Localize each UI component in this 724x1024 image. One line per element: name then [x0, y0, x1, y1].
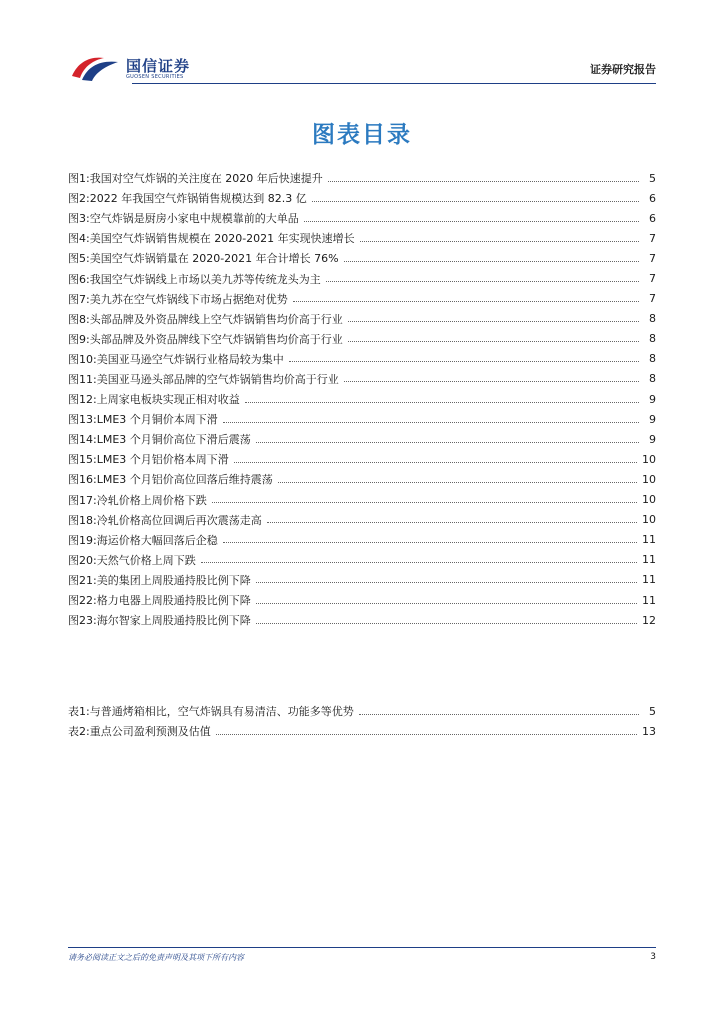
toc-entry-title: 2022 年我国空气炸锅销售规模达到 82.3 亿 — [89, 192, 307, 206]
toc-entry-title: 与普通烤箱相比，空气炸锅具有易清洁、功能多等优势 — [89, 705, 354, 719]
toc-entry-page: 9 — [649, 392, 656, 406]
toc-entry-page: 7 — [649, 231, 656, 245]
document-type: 证券研究报告 — [590, 63, 656, 76]
toc-entry-title: 美国空气炸锅销售规模在 2020-2021 年实现快速增长 — [89, 232, 355, 246]
toc-entry-page: 9 — [649, 412, 656, 426]
toc-leader — [201, 562, 637, 563]
toc-leader — [289, 361, 639, 362]
toc-entry-title: 美国亚马逊空气炸锅行业格局较为集中 — [96, 352, 284, 366]
toc-entry-page: 8 — [649, 312, 656, 326]
toc-entry[interactable] — [68, 369, 656, 389]
toc-entry-page: 5 — [649, 171, 656, 185]
figure-list — [68, 168, 656, 630]
toc-entry-title: 我国对空气炸锅的关注度在 2020 年后快速提升 — [89, 172, 323, 186]
toc-entry[interactable] — [68, 168, 656, 188]
toc-entry-page: 11 — [642, 573, 656, 587]
toc-entry-page: 10 — [642, 452, 656, 466]
toc-entry[interactable] — [68, 449, 656, 469]
toc-leader — [267, 522, 637, 523]
toc-entry-label: 图7: — [68, 292, 90, 306]
toc-entry[interactable] — [68, 248, 656, 268]
toc-entry-title: 海运价格大幅回落后企稳 — [96, 533, 218, 547]
toc-leader — [256, 623, 637, 624]
toc-entry-label: 图16: — [68, 473, 97, 487]
toc-entry-label: 图10: — [68, 352, 97, 366]
toc-entry-page: 8 — [649, 372, 656, 386]
toc-entry-label: 图23: — [68, 614, 97, 628]
toc-entry-title: 重点公司盈利预测及估值 — [89, 725, 211, 739]
table-list — [68, 701, 656, 741]
toc-leader — [256, 442, 639, 443]
toc-leader — [328, 181, 639, 182]
toc-entry-title: 美国亚马逊头部品牌的空气炸锅销售均价高于行业 — [96, 372, 339, 386]
toc-entry-label: 图8: — [68, 312, 90, 326]
disclaimer: 请务必阅读正文之后的免责声明及其项下所有内容 — [68, 953, 244, 962]
toc-leader — [348, 341, 639, 342]
toc-entry-page: 7 — [649, 292, 656, 306]
toc-entry[interactable] — [68, 610, 656, 630]
toc-entry-title: 美九苏在空气炸锅线下市场占据绝对优势 — [89, 292, 288, 306]
toc-entry-label: 图1: — [68, 172, 90, 186]
toc-entry-page: 7 — [649, 251, 656, 265]
toc-entry[interactable] — [68, 409, 656, 429]
toc-entry-label: 图18: — [68, 513, 97, 527]
toc-entry-page: 10 — [642, 513, 656, 527]
toc-leader — [256, 582, 637, 583]
toc-entry[interactable] — [68, 701, 656, 721]
logo-subtext: GUOSEN SECURITIES — [126, 74, 184, 80]
toc-entry-page: 11 — [642, 553, 656, 567]
toc-entry[interactable] — [68, 329, 656, 349]
toc-entry-title: 格力电器上周股通持股比例下降 — [96, 594, 251, 608]
toc-leader — [234, 462, 637, 463]
logo-text: 国信证券 — [126, 57, 191, 75]
toc-leader — [293, 301, 639, 302]
toc-entry[interactable] — [68, 349, 656, 369]
toc-entry-page: 10 — [642, 493, 656, 507]
toc-entry-page: 12 — [642, 613, 656, 627]
toc-entry-title: LME3 个月铝价格本周下滑 — [96, 453, 229, 467]
toc-entry-label: 图4: — [68, 232, 90, 246]
toc-entry[interactable] — [68, 490, 656, 510]
toc-entry-title: 空气炸锅是厨房小家电中规模靠前的大单品 — [89, 212, 299, 226]
toc-entry-page: 8 — [649, 352, 656, 366]
toc-entry-title: 美国空气炸锅销量在 2020-2021 年合计增长 76% — [89, 252, 339, 266]
toc-entry[interactable] — [68, 389, 656, 409]
toc-entry-label: 图17: — [68, 493, 97, 507]
toc-leader — [245, 402, 639, 403]
toc-entry-label: 表2: — [68, 725, 90, 739]
toc-entry[interactable] — [68, 289, 656, 309]
toc-leader — [348, 321, 639, 322]
toc-leader — [216, 734, 637, 735]
toc-entry-page: 11 — [642, 533, 656, 547]
guosen-logo-icon — [70, 54, 120, 82]
toc-entry-title: 冷轧价格高位回调后再次震荡走高 — [96, 513, 262, 527]
page-header — [68, 52, 656, 84]
toc-entry-title: 我国空气炸锅线上市场以美九苏等传统龙头为主 — [89, 272, 321, 286]
toc-entry-title: 美的集团上周股通持股比例下降 — [96, 573, 251, 587]
toc-leader — [212, 502, 637, 503]
toc-entry-title: 头部品牌及外资品牌线下空气炸锅销售均价高于行业 — [89, 332, 343, 346]
page-number: 3 — [650, 952, 656, 962]
toc-entry-page: 6 — [649, 211, 656, 225]
toc-leader — [344, 381, 639, 382]
toc-entry[interactable] — [68, 228, 656, 248]
toc-entry-page: 9 — [649, 432, 656, 446]
toc-entry[interactable] — [68, 429, 656, 449]
toc-entry-page: 6 — [649, 191, 656, 205]
toc-entry-label: 图12: — [68, 393, 97, 407]
toc-entry[interactable] — [68, 188, 656, 208]
toc-entry[interactable] — [68, 590, 656, 610]
toc-entry-page: 7 — [649, 272, 656, 286]
toc-entry-page: 8 — [649, 332, 656, 346]
toc-entry-title: LME3 个月铜价高位下滑后震荡 — [96, 433, 251, 447]
toc-leader — [256, 603, 637, 604]
toc-entry-page: 5 — [649, 704, 656, 718]
page-title: 图表目录 — [312, 122, 412, 148]
toc-entry-page: 10 — [642, 472, 656, 486]
toc-entry-label: 图6: — [68, 272, 90, 286]
toc-entry-label: 图2: — [68, 192, 90, 206]
toc-leader — [304, 221, 639, 222]
toc-leader — [312, 201, 639, 202]
toc-entry-label: 图15: — [68, 453, 97, 467]
toc-entry[interactable] — [68, 510, 656, 530]
toc-entry[interactable] — [68, 208, 656, 228]
toc-leader — [359, 714, 639, 715]
toc-entry[interactable] — [68, 268, 656, 288]
toc-leader — [344, 261, 639, 262]
toc-entry-title: 上周家电板块实现正相对收益 — [96, 393, 240, 407]
toc-leader — [223, 542, 637, 543]
toc-entry-title: 天然气价格上周下跌 — [96, 553, 196, 567]
toc-entry[interactable] — [68, 550, 656, 570]
toc-entry-page: 11 — [642, 593, 656, 607]
toc-entry-label: 图20: — [68, 553, 97, 567]
toc-entry-label: 图13: — [68, 413, 97, 427]
toc-entry-label: 图5: — [68, 252, 90, 266]
toc-entry-label: 图14: — [68, 433, 97, 447]
toc-leader — [223, 422, 639, 423]
toc-entry[interactable] — [68, 530, 656, 550]
toc-entry-label: 图9: — [68, 332, 90, 346]
toc-entry-label: 图22: — [68, 594, 97, 608]
toc-entry-label: 表1: — [68, 705, 90, 719]
toc-entry-label: 图3: — [68, 212, 90, 226]
toc-entry-page: 13 — [642, 724, 656, 738]
toc-leader — [326, 281, 639, 282]
toc-leader — [360, 241, 639, 242]
toc-entry-title: LME3 个月铝价高位回落后维持震荡 — [96, 473, 273, 487]
footer-divider — [68, 947, 656, 948]
toc-entry-label: 图11: — [68, 372, 97, 386]
toc-entry[interactable] — [68, 570, 656, 590]
toc-entry-title: 头部品牌及外资品牌线上空气炸锅销售均价高于行业 — [89, 312, 343, 326]
toc-entry-title: 冷轧价格上周价格下跌 — [96, 493, 207, 507]
toc-entry-title: 海尔智家上周股通持股比例下降 — [96, 614, 251, 628]
toc-entry[interactable] — [68, 309, 656, 329]
toc-entry-label: 图21: — [68, 573, 97, 587]
toc-entry[interactable] — [68, 469, 656, 489]
header-divider — [132, 83, 656, 84]
toc-entry-title: LME3 个月铜价本周下滑 — [96, 413, 218, 427]
toc-entry[interactable] — [68, 721, 656, 741]
toc-entry-label: 图19: — [68, 533, 97, 547]
toc-leader — [278, 482, 637, 483]
